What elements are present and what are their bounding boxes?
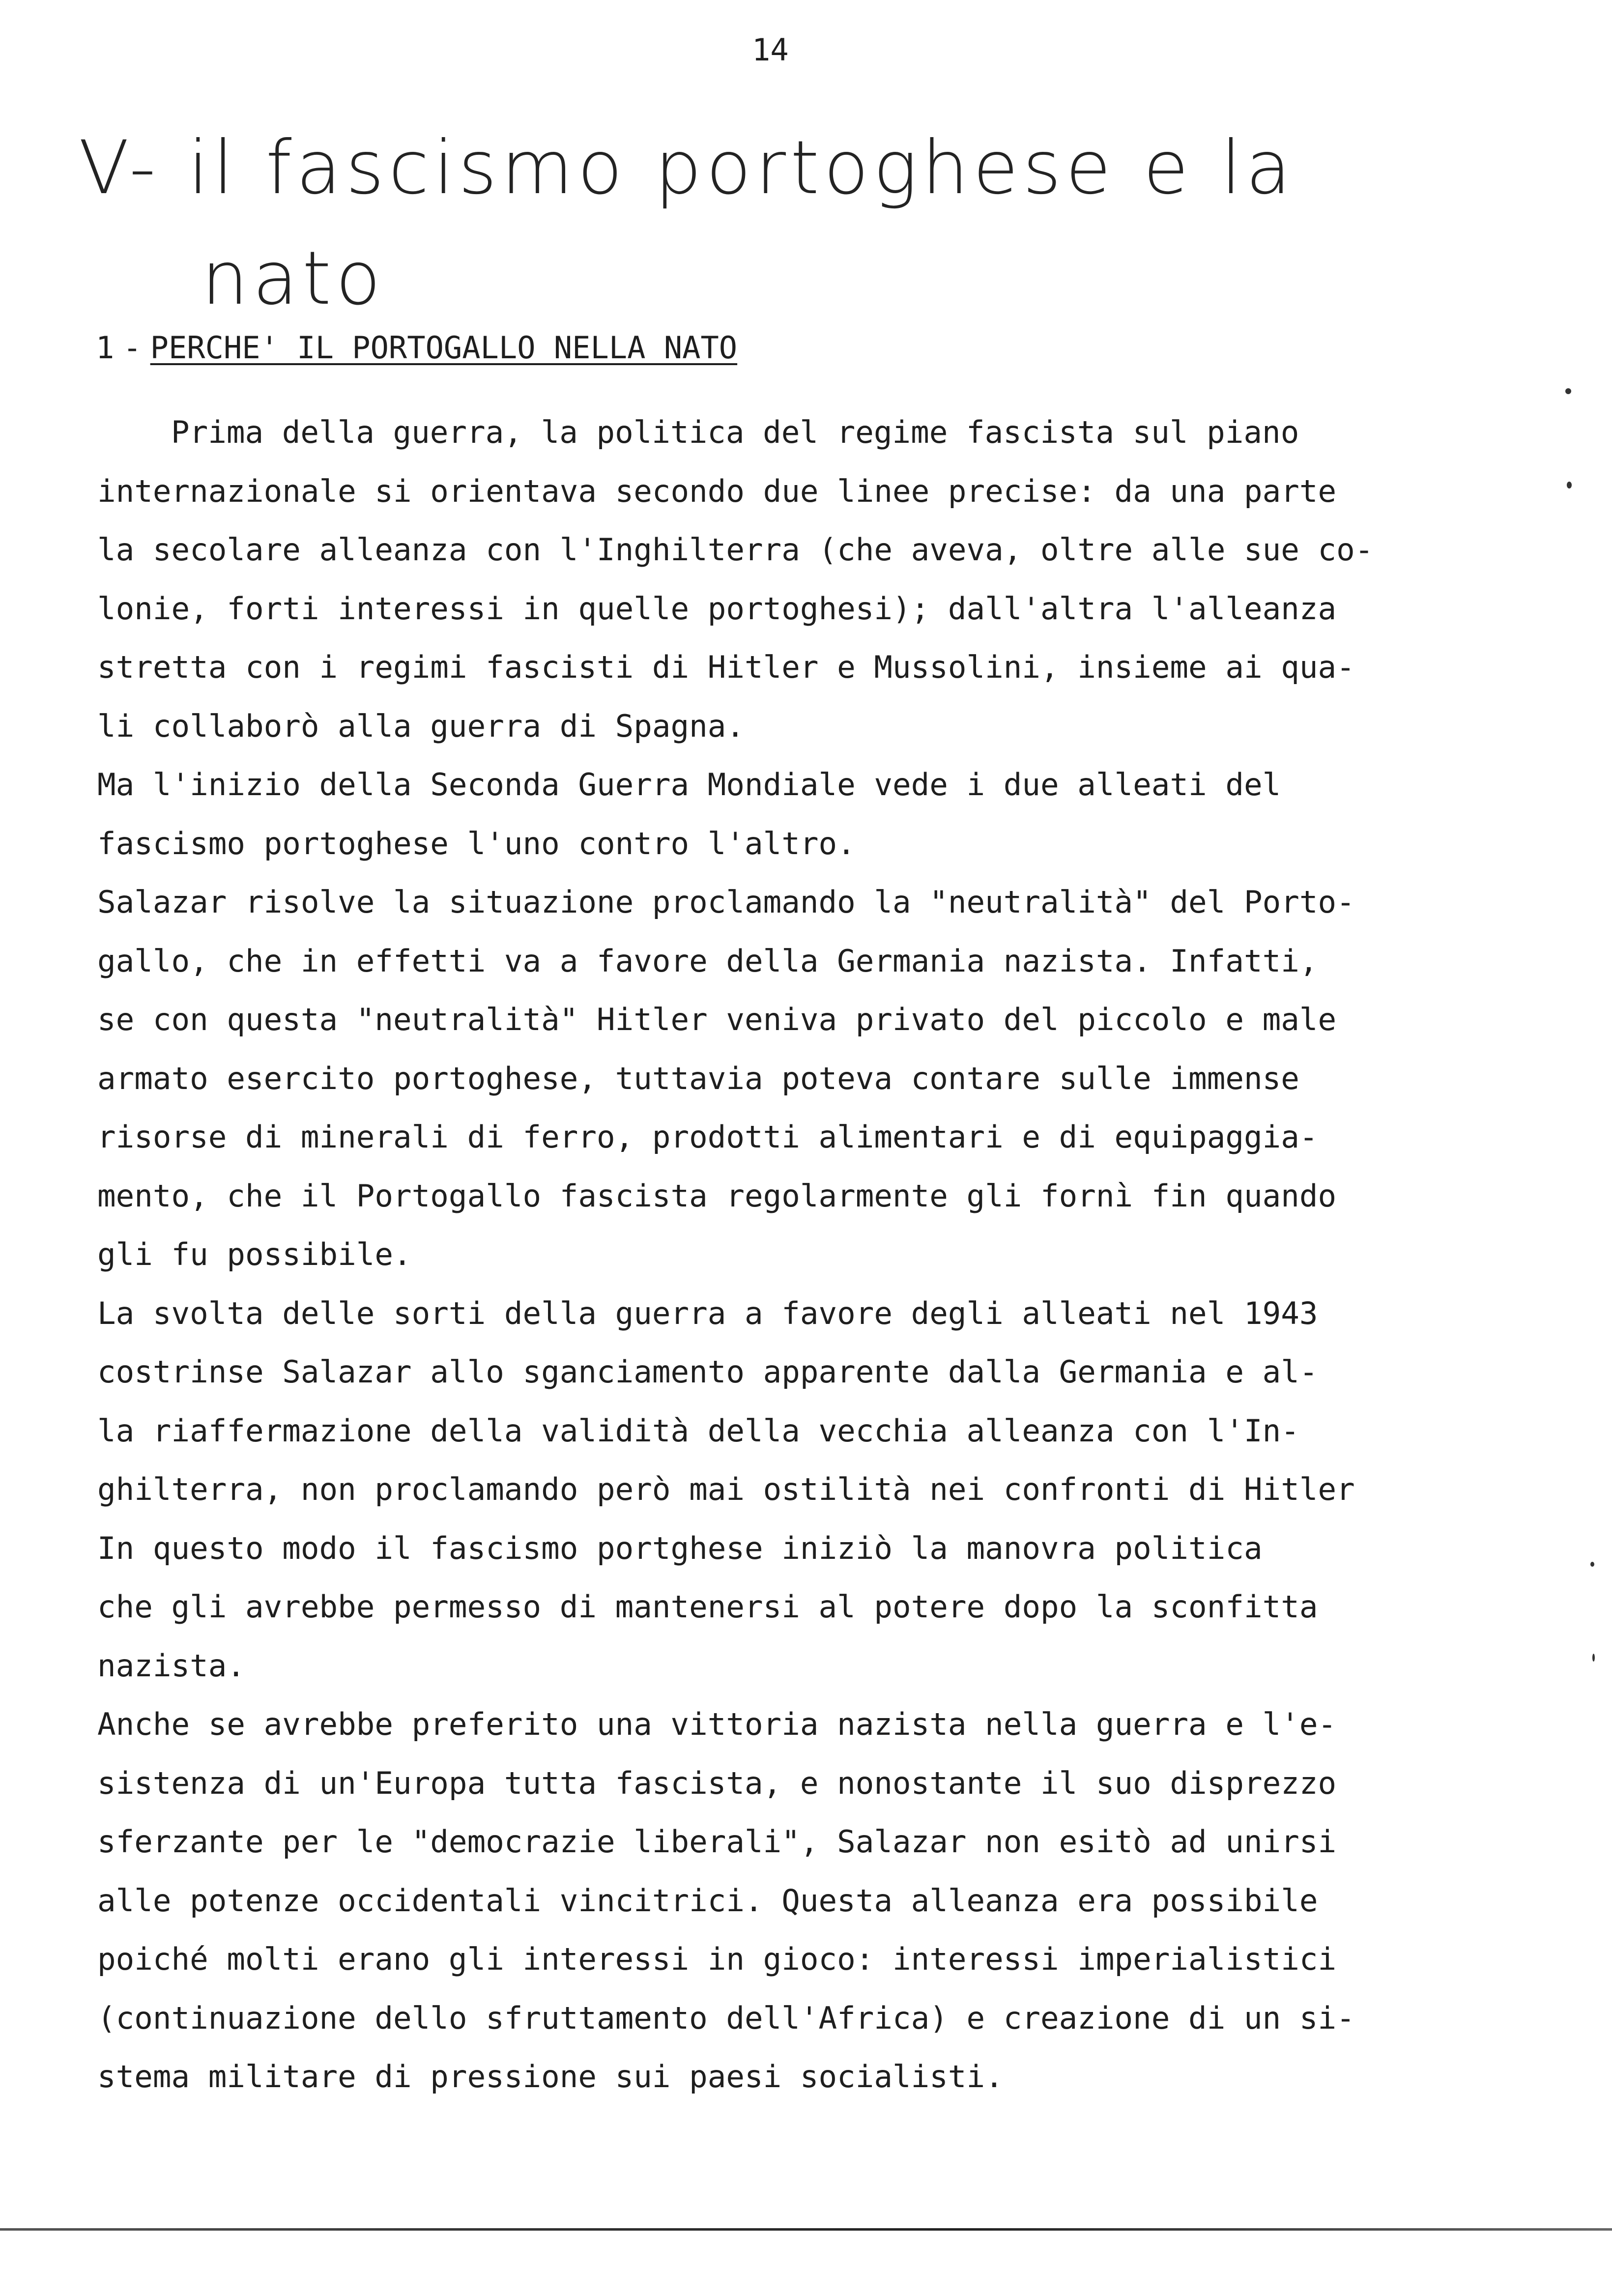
chapter-title (79, 113, 1504, 334)
text-line: stretta con i regimi fascisti di Hitler e Mussolini, insieme ai qua- (97, 649, 1355, 685)
text-line: fascismo portoghese l'uno contro l'altro. (97, 825, 856, 861)
text-line: (continuazione dello sfruttamento dell'Africa) e creazione di un si- (97, 2000, 1355, 2036)
section-title: PERCHE' IL PORTOGALLO NELLA NATO (150, 330, 738, 366)
section-heading (96, 328, 737, 368)
text-line: gli fu possibile. (97, 1236, 412, 1272)
text-line: nazista. (97, 1647, 246, 1684)
text-line: armato esercito portoghese, tuttavia poteva contare sulle immense (97, 1060, 1299, 1096)
text-line: In questo modo il fascismo portghese iniziò la manovra politica (97, 1530, 1263, 1566)
text-line: mento, che il Portogallo fascista regolarmente gli fornì fin quando (97, 1177, 1337, 1214)
scan-speck (1567, 482, 1572, 488)
text-line: Prima della guerra, la politica del regime fascista sul piano (171, 414, 1299, 450)
text-line: la riaffermazione della validità della vecchia alleanza con l'In- (97, 1412, 1299, 1449)
scan-speck (1565, 388, 1571, 394)
text-line: se con questa "neutralità" Hitler veniva privato del piccolo e male (97, 1002, 1337, 1037)
scan-speck (1590, 1562, 1594, 1567)
text-line: Ma l'inizio della Seconda Guerra Mondiale vede i due alleati del (97, 767, 1281, 803)
page-number: 14 (752, 32, 789, 68)
text-line: costrinse Salazar allo sganciamento apparente dalla Germania e al- (97, 1354, 1318, 1390)
text-line: internazionale si orientava secondo due linee precise: da una parte (97, 473, 1337, 509)
text-line: La svolta delle sorti della guerra a favore degli alleati nel 1943 (97, 1295, 1318, 1331)
body-text (97, 403, 1513, 2106)
scan-speck (1592, 1654, 1595, 1662)
text-line: la secolare alleanza con l'Inghilterra (che aveva, oltre alle sue co- (97, 532, 1374, 568)
text-line: Anche se avrebbe preferito una vittoria nazista nella guerra e l'e- (97, 1706, 1337, 1742)
chapter-title-line-1: V- il fascismo portoghese e la (79, 125, 1295, 211)
text-line: sferzante per le "democrazie liberali", Salazar non esitò ad unirsi (97, 1824, 1337, 1860)
bottom-rule (0, 2228, 1612, 2231)
section-dash: - (123, 330, 142, 366)
text-line: poiché molti erano gli interessi in gioco: interessi imperialistici (97, 1941, 1337, 1977)
text-line: lonie, forti interessi in quelle portoghesi); dall'altra l'alleanza (97, 590, 1337, 627)
chapter-title-line-2: nato (202, 236, 385, 321)
text-line: stema militare di pressione sui paesi socialisti. (97, 2059, 1004, 2095)
text-line: gallo, che in effetti va a favore della Germania nazista. Infatti, (97, 943, 1318, 979)
text-line: risorse di minerali di ferro, prodotti alimentari e di equipaggia- (97, 1119, 1318, 1155)
text-line: ghilterra, non proclamando però mai ostilità nei confronti di Hitler (97, 1471, 1355, 1507)
text-line: che gli avrebbe permesso di mantenersi al potere dopo la sconfitta (97, 1589, 1318, 1625)
text-line: sistenza di un'Europa tutta fascista, e nonostante il suo disprezzo (97, 1765, 1337, 1801)
text-line: li collaborò alla guerra di Spagna. (97, 708, 745, 744)
text-line: alle potenze occidentali vincitrici. Questa alleanza era possibile (97, 1882, 1318, 1919)
text-line: Salazar risolve la situazione proclamando la "neutralità" del Porto- (97, 884, 1355, 920)
section-number: 1 (96, 330, 115, 366)
